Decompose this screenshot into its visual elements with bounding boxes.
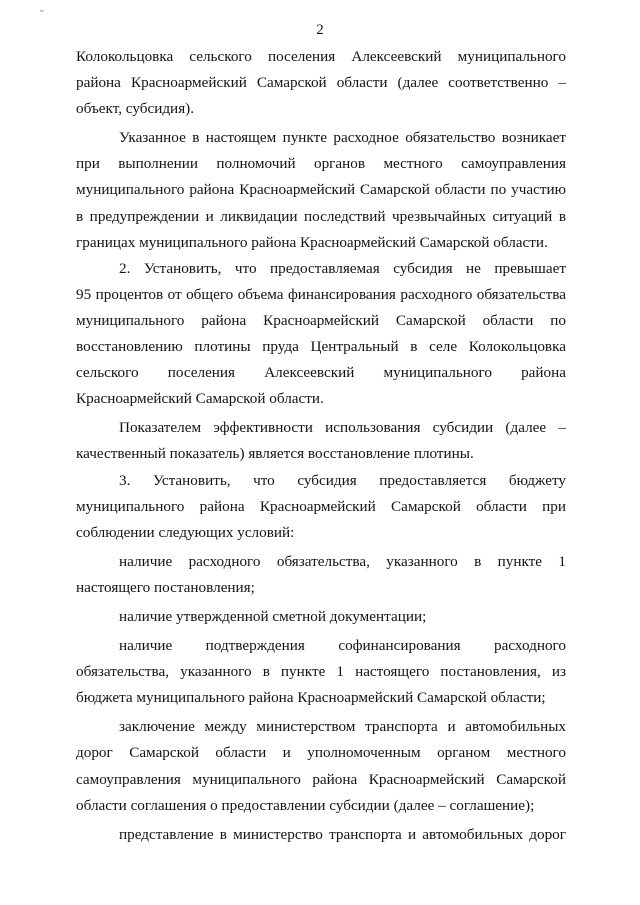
text-line: заключение между министерством транспорта и автомобильных xyxy=(119,718,566,736)
text-line: наличие подтверждения софинансирования расходного xyxy=(119,637,566,655)
paragraph-8 xyxy=(76,633,566,711)
text-line: области соглашения о предоставлении субсидии (далее – соглашение); xyxy=(76,796,535,814)
text-line: района Красноармейский Самарской области (далее соответственно – xyxy=(76,74,566,92)
text-line: при выполнении полномочий органов местного самоуправления xyxy=(76,155,566,173)
paragraph-9 xyxy=(76,714,566,818)
paragraph-7 xyxy=(76,604,566,630)
text-line: представление в министерство транспорта и автомобильных дорог xyxy=(119,825,566,843)
text-line: Показателем эффективности использования субсидии (далее – xyxy=(119,419,566,437)
text-line: обязательства, указанного в пункте 1 настоящего постановления, из xyxy=(76,663,566,681)
text-line: в предупреждении и ликвидации последствий чрезвычайных ситуаций в xyxy=(76,207,566,225)
paragraph-5 xyxy=(76,468,566,546)
text-line: границах муниципального района Красноармейский Самарской области. xyxy=(76,233,548,251)
text-line: сельского поселения Алексеевский муниципального района xyxy=(76,364,566,382)
text-line: муниципального района Красноармейский Самарской области по участию xyxy=(76,181,566,199)
text-line: дорог Самарской области и уполномоченным органом местного xyxy=(76,744,566,762)
text-line: объект, субсидия). xyxy=(76,100,195,118)
text-line: наличие утвержденной сметной документации; xyxy=(119,607,427,625)
paragraph-6 xyxy=(76,549,566,601)
text-line: настоящего постановления; xyxy=(76,578,255,596)
text-line: Указанное в настоящем пункте расходное обязательство возникает xyxy=(119,129,566,147)
text-line: 3. Установить, что субсидия предоставляется бюджету xyxy=(119,471,566,489)
text-line: наличие расходного обязательства, указанного в пункте 1 xyxy=(119,552,566,570)
paragraph-4 xyxy=(76,415,566,467)
paragraph-2 xyxy=(76,125,566,255)
page-number: 2 xyxy=(316,22,324,38)
paragraph-3 xyxy=(76,256,566,413)
text-line: Красноармейский Самарской области. xyxy=(76,390,324,408)
text-line: бюджета муниципального района Красноармейский Самарской области; xyxy=(76,689,546,707)
text-line: качественный показатель) является восстановление плотины. xyxy=(76,445,474,463)
text-line: 95 процентов от общего объема финансирования расходного обязательства xyxy=(76,285,566,303)
text-line: муниципального района Красноармейский Самарской области при xyxy=(76,497,566,515)
text-line: самоуправления муниципального района Красноармейский Самарской xyxy=(76,770,566,788)
text-line: Колокольцовка сельского поселения Алексеевский муниципального xyxy=(76,48,566,65)
paragraph-10 xyxy=(76,822,566,848)
text-line: муниципального района Красноармейский Самарской области по xyxy=(76,311,566,329)
paragraph-1 xyxy=(76,44,566,122)
document-body xyxy=(76,44,566,848)
scan-mark: ⌄ xyxy=(38,4,46,14)
text-line: соблюдении следующих условий: xyxy=(76,523,295,541)
text-line: 2. Установить, что предоставляемая субсидия не превышает xyxy=(119,259,566,277)
text-line: восстановлению плотины пруда Центральный в селе Колокольцовка xyxy=(76,338,566,356)
